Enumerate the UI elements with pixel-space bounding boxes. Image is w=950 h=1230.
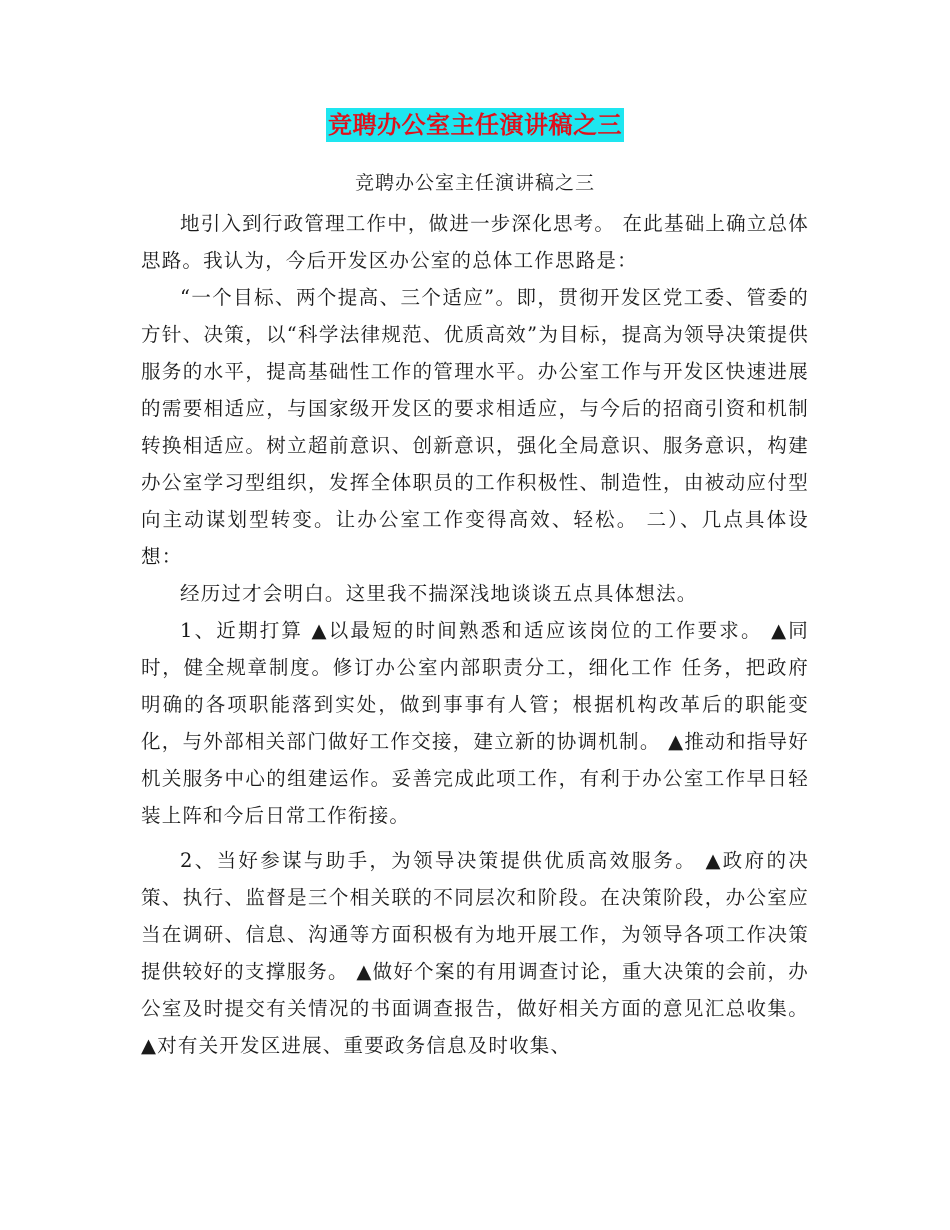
paragraph-3: 经历过才会明白。这里我不揣深浅地谈谈五点具体想法。 xyxy=(180,582,698,605)
paragraph-2: “一个目标、两个提高、三个适应”。即，贯彻开发区党工委、管委的方针、决策，以“科学法律规范、优质高效”为目标，提高为领导决策提供服务的水平，提高基础性工作的管理水平。办公室工作与开发区快速进展的需要相适应，与国家级开发区的要求相适应，与今后的招商引资和机制转换相适应。树立超前意识、创新意识，强化全局意识、服务意识，构建办公室学习型组织，发挥全体职员的工作积极性、制造性，由被动应付型向主动谋划型转变。让办公室工作变得高效、轻松。 二）、几点具体设想： xyxy=(141,286,809,568)
document-body xyxy=(141,205,809,1064)
document-subtitle: 竞聘办公室主任演讲稿之三 xyxy=(354,172,595,194)
paragraph-1: 地引入到行政管理工作中，做进一步深化思考。 在此基础上确立总体思路。我认为，今后开发区办公室的总体工作思路是： xyxy=(141,212,809,272)
paragraph-5: 2、当好参谋与助手，为领导决策提供优质高效服务。 ▲政府的决策、执行、监督是三个相关联的不同层次和阶段。在决策阶段，办公室应当在调研、信息、沟通等方面积极有为地开展工作，为领导各项工作决策提供较好的支撑服务。 ▲做好个案的有用调查讨论，重大决策的会前，办公室及时提交有关情况的书面调查报告，做好相关方面的意见汇总收集。 ▲对有关开发区进展、重要政务信息及时收集、 xyxy=(141,849,809,1057)
document-title-container xyxy=(0,108,950,142)
paragraph-4: 1、近期打算 ▲以最短的时间熟悉和适应该岗位的工作要求。 ▲同时，健全规章制度。修订办公室内部职责分工，细化工作 任务，把政府明确的各项职能落到实处，做到事事有人管；根据机构改革后的职能变化，与外部相关部门做好工作交接，建立新的协调机制。 ▲推动和指导好机关服务中心的组建运作。妥善完成此项工作，有利于办公室工作早日轻装上阵和今后日常工作衔接。 xyxy=(141,619,809,827)
document-title: 竞聘办公室主任演讲稿之三 xyxy=(326,108,624,142)
